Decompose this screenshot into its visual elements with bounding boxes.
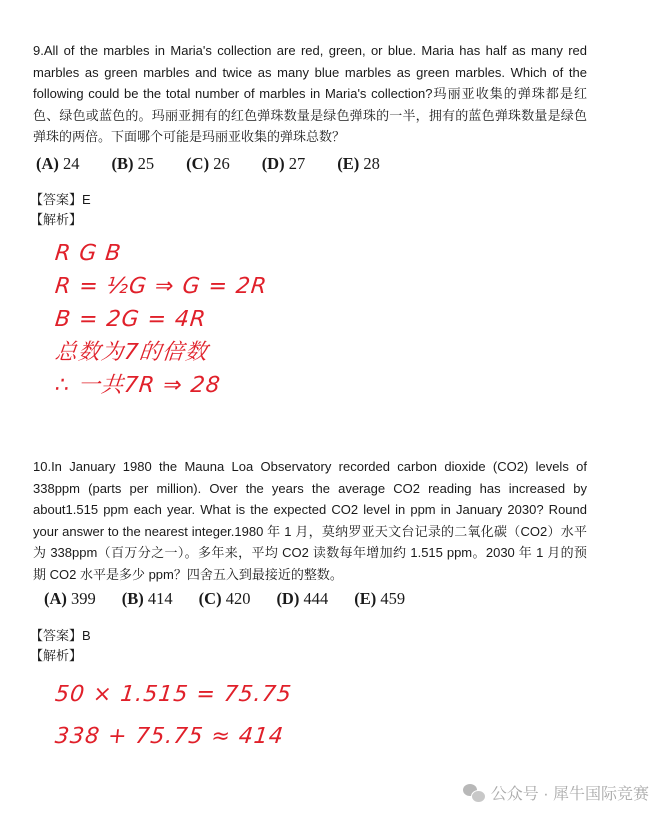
question-9-options [36, 154, 412, 174]
question-10-options [44, 589, 437, 609]
watermark-text: 公众号 · 犀牛国际竞赛 [490, 786, 649, 803]
handwriting-line: R = ½G ⇒ G = 2R [53, 274, 269, 299]
wechat-icon [463, 784, 485, 802]
option-a: (A) 24 [36, 154, 80, 173]
option-c: (C) 420 [198, 589, 251, 608]
handwriting-line: 总数为7的倍数 [53, 340, 210, 365]
question-9-text: 9.All of the marbles in Maria's collection are red, green, or blue. Maria has half as many red marbles as green marbles and twice as many blue marbles as green marbles. Which of the following could be the total number of marbles in Maria's collection?玛丽亚收集的弹珠都是红色、绿色或蓝色的。玛丽亚拥有的红色弹珠数量是绿色弹珠的一半，拥有的蓝色弹珠数量是绿色弹珠的两倍。下面哪个可能是玛丽亚收集的弹珠总数？ [33, 43, 587, 144]
question-10-handwriting [55, 674, 292, 758]
option-c: (C) 26 [186, 154, 230, 173]
question-9-analysis-label: 【解析】 [30, 212, 83, 227]
handwriting-line: 338 + 75.75 ≈ 414 [53, 724, 286, 749]
question-10-answer: 【答案】B [30, 628, 91, 643]
question-10-analysis-label: 【解析】 [30, 648, 83, 663]
handwriting-line: ∴ 一共7R ⇒ 28 [53, 373, 223, 398]
question-10-text: 10.In January 1980 the Mauna Loa Observatory recorded carbon dioxide (CO2) levels of 338ppm (parts per million). Over the years the average CO2 reading has increased by about1.515 ppm each year. What is the expected CO2 level in ppm in January 2030? Round your answer to the nearest integer.1980 年 1 月，莫纳罗亚天文台记录的二氧化碳（CO2）水平为 338ppm（百万分之一）。多年来，平均 CO2 读数每年增加约 1.515 ppm。2030 年 1 月的预期 CO2 水平是多少 ppm？四舍五入到最接近的整数。 [33, 459, 587, 582]
question-9-handwriting [55, 237, 267, 402]
option-e: (E) 459 [354, 589, 406, 608]
watermark [463, 781, 649, 804]
option-e: (E) 28 [337, 154, 380, 173]
option-b: (B) 25 [111, 154, 155, 173]
option-d: (D) 444 [276, 589, 329, 608]
handwriting-line: B = 2G = 4R [53, 307, 208, 332]
option-d: (D) 27 [261, 154, 306, 173]
option-b: (B) 414 [121, 589, 173, 608]
question-9-answer: 【答案】E [30, 192, 91, 207]
handwriting-line: 50 × 1.515 = 75.75 [53, 682, 294, 707]
option-a: (A) 399 [44, 589, 96, 608]
handwriting-line: R G B [53, 241, 123, 266]
